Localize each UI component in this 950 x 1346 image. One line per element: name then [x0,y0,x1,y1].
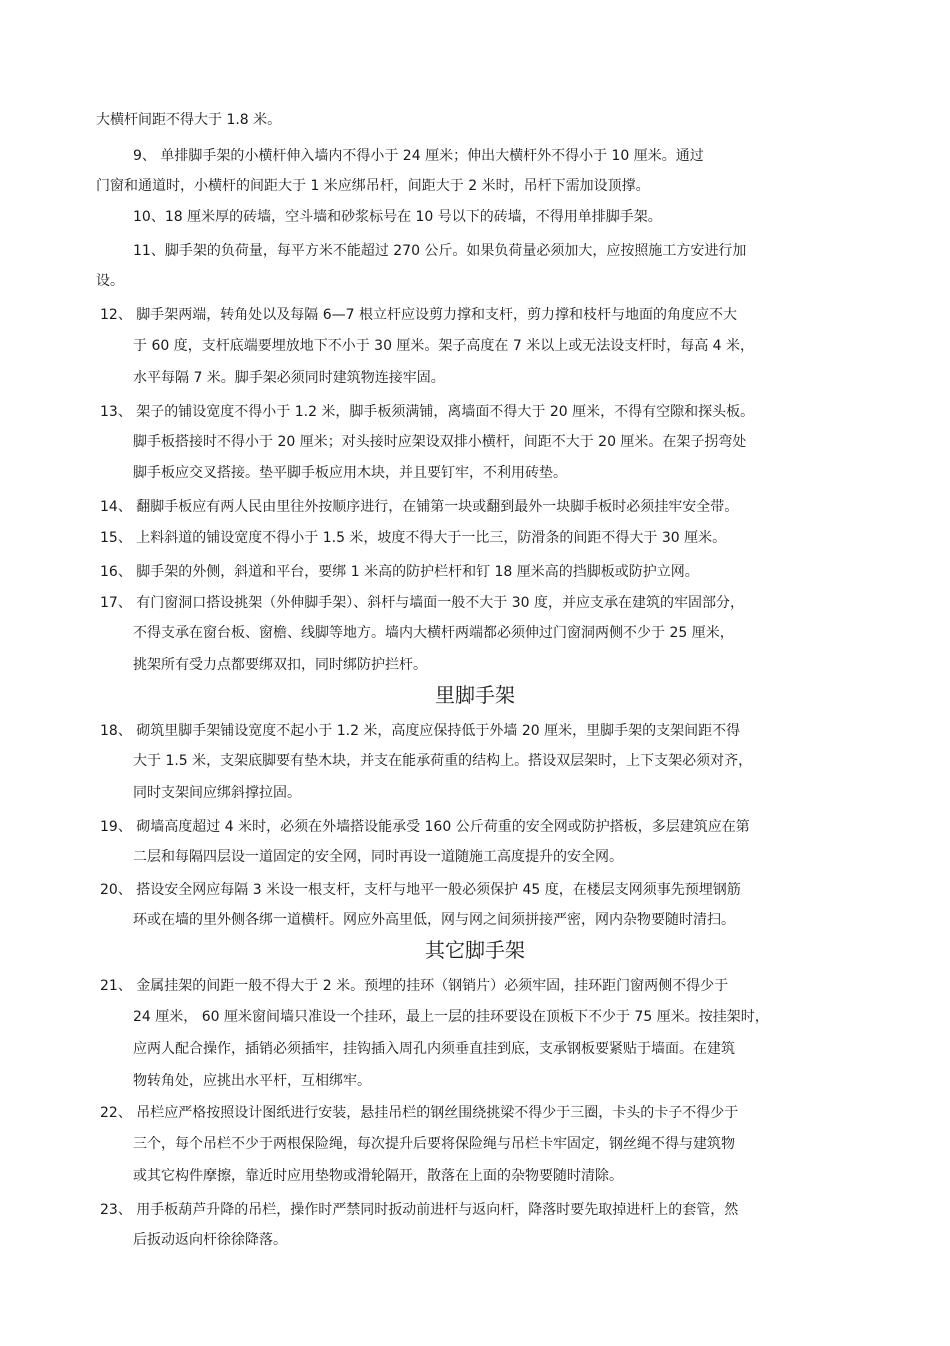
item-10-line: 10、18 厘米厚的砖墙，空斗墙和砂浆标号在 10 号以下的砖墙，不得用单排脚手架。 [133,209,662,225]
item-23-line: 23、 用手板葫芦升降的吊栏，操作时严禁同时扳动前进杆与返向杆，降落时要先取掉进杆上的套管，然 [100,1202,739,1218]
item-18-line: 18、 砌筑里脚手架铺设宽度不起小于 1.2 米，高度应保持低于外墙 20 厘米，里脚手架的支架间距不得 [100,723,741,739]
item-22-line: 三个，每个吊栏不少于两根保险绳，每次提升后要将保险绳与吊栏卡牢固定，钢丝绳不得与建筑物 [133,1136,735,1152]
item-23-line: 后扳动返向杆徐徐降落。 [133,1232,287,1248]
item-20-line: 环或在墙的里外侧各绑一道横杆。网应外高里低，网与网之间须拼接严密，网内杂物要随时清扫。 [133,912,735,928]
item-21-line: 应两人配合操作，插销必须插牢，挂钩插入周孔内须垂直挂到底，支承钢板要紧贴于墙面。在建筑 [133,1041,735,1057]
item-12-line: 水平每隔 7 米。脚手架必须同时建筑物连接牢固。 [133,370,445,386]
item-12-line: 12、 脚手架两端，转角处以及每隔 6—7 根立杆应设剪力撑和支杆，剪力撑和枝杆与地面的角度应不大 [100,307,737,323]
item-19-line: 19、 砌墙高度超过 4 米时，必须在外墙搭设能承受 160 公斤荷重的安全网或防护搭板，多层建筑应在第 [100,819,750,835]
item-13-line: 脚手板搭接时不得小于 20 厘米；对头接时应架设双排小横杆，间距不大于 20 厘米。在架子拐弯处 [133,434,747,450]
item-20-line: 20、 搭设安全网应每隔 3 米设一根支杆，支杆与地平一般必须保护 45 度，在楼层支网须事先预埋钢筋 [100,882,741,898]
section-heading: 其它脚手架 [425,938,525,962]
item-22-line: 或其它构件摩擦，靠近时应用垫物或滑轮隔开，散落在上面的杂物要随时清除。 [133,1168,623,1184]
item-21-line: 物转角处，应挑出水平杆，互相绑牢。 [133,1073,371,1089]
item-13-line: 脚手板应交叉搭接。垫平脚手板应用木块，并且要钉牢，不利用砖垫。 [133,465,567,481]
item-15-line: 15、 上料斜道的铺设宽度不得小于 1.5 米，坡度不得大于一比三，防滑条的间距不得大于 30 厘米。 [100,530,727,546]
item-11-line: 11、脚手架的负荷量，每平方米不能超过 270 公斤。如果负荷量必须加大，应按照施工方安进行加 [133,243,747,259]
item-17-line: 挑架所有受力点都要绑双扣，同时绑防护拦杆。 [133,657,427,673]
item-22-line: 22、 吊栏应严格按照设计图纸进行安装，悬挂吊栏的钢丝围绕挑梁不得少于三圈，卡头的卡子不得少于 [100,1105,739,1121]
item-21-line: 24 厘米， 60 厘米窗间墙只准设一个挂环，最上一层的挂环要设在顶板下不少于 75 厘米。按挂架时， [133,1009,769,1025]
item-17-line: 17、 有门窗洞口搭设挑架（外伸脚手架）、斜杆与墙面一般不大于 30 度，并应支承在建筑的牢固部分， [100,595,744,611]
text-line: 大横杆间距不得大于 1.8 米。 [96,112,282,128]
item-21-line: 21、 金属挂架的间距一般不得大于 2 米。预埋的挂环（钢销片）必须牢固，挂环距门窗两侧不得少于 [100,978,729,994]
item-13-line: 13、 架子的铺设宽度不得小于 1.2 米，脚手板须满铺，离墙面不得大于 20 厘米，不得有空隙和探头板。 [100,404,755,420]
item-11-line: 设。 [96,273,124,289]
section-heading: 里脚手架 [435,683,515,707]
item-9-line: 9、 单排脚手架的小横杆伸入墙内不得小于 24 厘米；伸出大横杆外不得小于 10 厘米。通过 [133,148,704,164]
item-14-line: 14、 翻脚手板应有两人民由里往外按顺序进行，在铺第一块或翻到最外一块脚手板时必须挂牢安全带。 [100,499,739,515]
item-19-line: 二层和每隔四层设一道固定的安全网，同时再设一道随施工高度提升的安全网。 [133,849,623,865]
item-18-line: 同时支架间应绑斜撑拉固。 [133,785,301,801]
item-9-line: 门窗和通道时，小横杆的间距大于 1 米应绑吊杆，间距大于 2 米时，吊杆下需加设顶撑。 [96,178,650,194]
item-16-line: 16、 脚手架的外侧，斜道和平台，要绑 1 米高的防护栏杆和钉 18 厘米高的挡脚板或防护立网。 [100,564,699,580]
item-18-line: 大于 1.5 米，支架底脚要有垫木块，并支在能承荷重的结构上。搭设双层架时，上下支架必须对齐， [133,753,753,769]
item-12-line: 于 60 度，支杆底端要埋放地下不小于 30 厘米。架子高度在 7 米以上或无法设支杆时，每高 4 米， [133,338,755,354]
item-17-line: 不得支承在窗台板、窗檐、线脚等地方。墙内大横杆两端都必须伸过门窗洞两侧不少于 25 厘米， [133,625,734,641]
